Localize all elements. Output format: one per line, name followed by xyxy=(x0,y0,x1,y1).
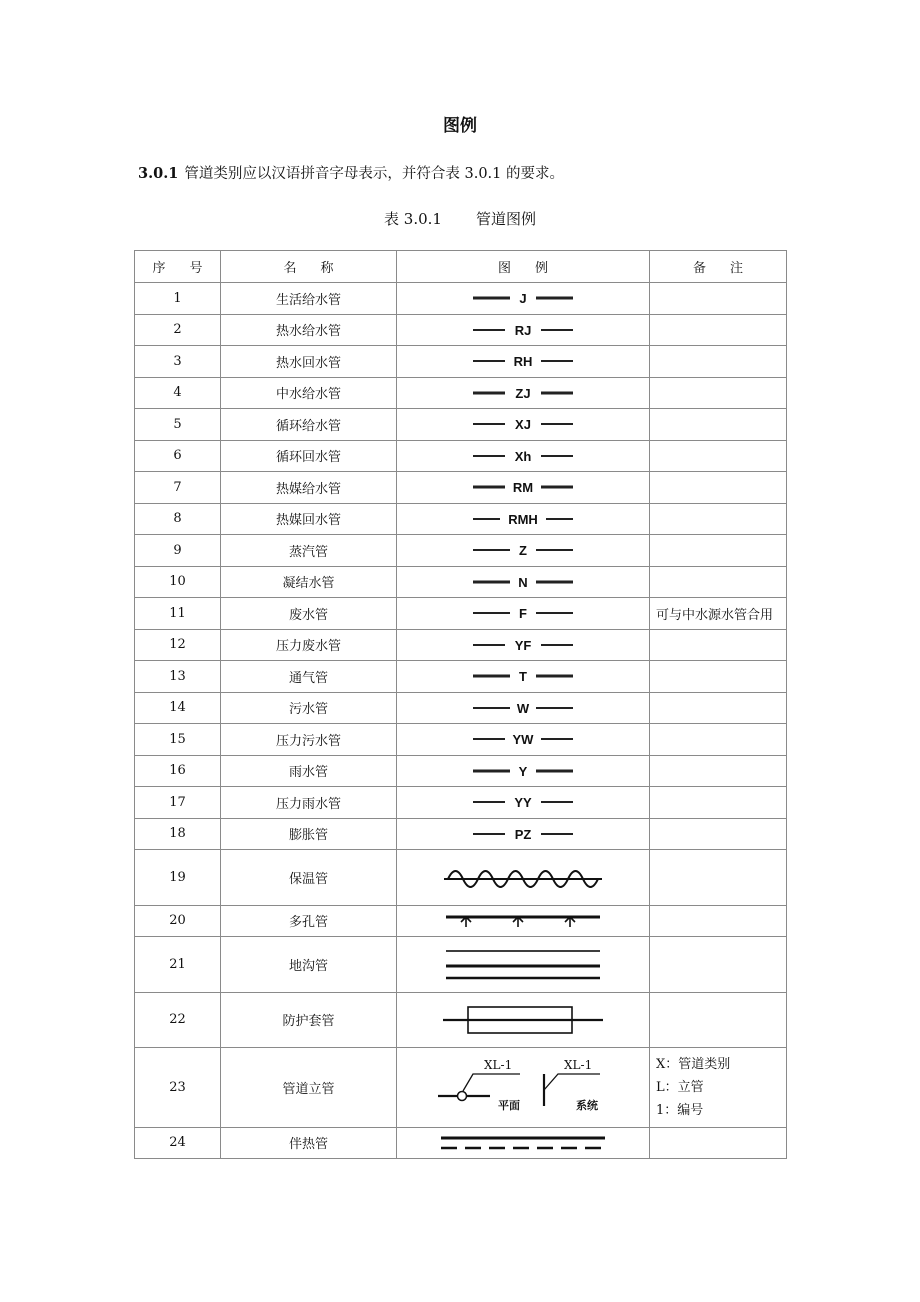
row-symbol xyxy=(397,409,650,441)
row-remark xyxy=(650,755,787,787)
row-name: 膨胀管 xyxy=(221,818,397,850)
row-index: 24 xyxy=(135,1127,221,1159)
table-row xyxy=(135,724,787,756)
table-row xyxy=(135,992,787,1048)
row-remark xyxy=(650,472,787,504)
row-index: 18 xyxy=(135,818,221,850)
row-index: 1 xyxy=(135,283,221,315)
row-symbol xyxy=(397,283,650,315)
pipe-code-symbol xyxy=(453,572,593,592)
row-name: 热媒回水管 xyxy=(221,503,397,535)
table-row xyxy=(135,905,787,937)
row-index: 2 xyxy=(135,314,221,346)
pipe-code-symbol xyxy=(453,509,593,529)
table-row xyxy=(135,661,787,693)
row-remark xyxy=(650,1048,787,1128)
header-name: 名 称 xyxy=(221,251,397,283)
pipe-code-label: W xyxy=(516,700,530,716)
pipe-code-symbol xyxy=(453,824,593,844)
row-index: 5 xyxy=(135,409,221,441)
row-name: 保温管 xyxy=(221,850,397,906)
riser-plan-label: 平面 xyxy=(498,1099,520,1113)
page-title: 图例 xyxy=(443,116,477,136)
row-index: 10 xyxy=(135,566,221,598)
riser-tag-system: XL-1 xyxy=(564,1058,593,1073)
row-remark xyxy=(650,1127,787,1159)
remark-line: 1：编号 xyxy=(656,1102,704,1118)
table-row xyxy=(135,503,787,535)
pipe-code-label: F xyxy=(519,606,527,622)
remark-line: X：管道类别 xyxy=(656,1056,731,1072)
insulated-pipe-icon xyxy=(438,857,608,897)
table-number: 表 3.0.1 xyxy=(384,210,442,228)
pipe-code-symbol xyxy=(453,320,593,340)
pipe-code-label: PZ xyxy=(514,826,532,842)
row-remark xyxy=(650,692,787,724)
row-symbol xyxy=(397,724,650,756)
pipe-code-label: RMH xyxy=(508,511,538,527)
row-remark xyxy=(650,377,787,409)
row-remark xyxy=(650,850,787,906)
table-row xyxy=(135,440,787,472)
table-row xyxy=(135,629,787,661)
pipe-code-symbol xyxy=(453,698,593,718)
pipe-code-label: Xh xyxy=(514,448,532,464)
row-remark xyxy=(650,409,787,441)
row-index: 14 xyxy=(135,692,221,724)
row-symbol xyxy=(397,692,650,724)
header-symbol: 图 例 xyxy=(397,251,650,283)
row-index: 22 xyxy=(135,992,221,1048)
pipe-code-symbol xyxy=(453,603,593,623)
row-symbol xyxy=(397,992,650,1048)
row-index: 23 xyxy=(135,1048,221,1128)
row-name: 热媒给水管 xyxy=(221,472,397,504)
table-row xyxy=(135,472,787,504)
row-remark xyxy=(650,314,787,346)
row-name: 防护套管 xyxy=(221,992,397,1048)
table-row xyxy=(135,755,787,787)
row-remark xyxy=(650,724,787,756)
pipe-code-symbol xyxy=(453,761,593,781)
pipe-code-label: YY xyxy=(514,795,532,811)
row-index: 7 xyxy=(135,472,221,504)
table-row xyxy=(135,409,787,441)
row-symbol xyxy=(397,905,650,937)
row-symbol xyxy=(397,818,650,850)
table-row xyxy=(135,598,787,630)
row-name: 生活给水管 xyxy=(221,283,397,315)
clause-text: 管道类别应以汉语拼音字母表示，并符合表 3.0.1 的要求。 xyxy=(184,166,564,182)
pipe-code-symbol xyxy=(453,635,593,655)
row-name: 污水管 xyxy=(221,692,397,724)
row-index: 19 xyxy=(135,850,221,906)
row-remark xyxy=(650,535,787,567)
pipe-code-label: YF xyxy=(514,637,532,653)
riser-tag-plan: XL-1 xyxy=(484,1058,513,1073)
table-row xyxy=(135,283,787,315)
header-remark: 备 注 xyxy=(650,251,787,283)
row-name: 中水给水管 xyxy=(221,377,397,409)
table-row xyxy=(135,850,787,906)
pipe-code-symbol xyxy=(453,288,593,308)
table-row xyxy=(135,818,787,850)
row-index: 12 xyxy=(135,629,221,661)
row-symbol xyxy=(397,440,650,472)
clause-number: 3.0.1 xyxy=(138,165,179,182)
pipe-code-symbol xyxy=(453,477,593,497)
row-symbol xyxy=(397,937,650,993)
pipe-code-label: Y xyxy=(518,763,528,779)
row-name: 压力污水管 xyxy=(221,724,397,756)
row-symbol xyxy=(397,503,650,535)
row-name: 热水回水管 xyxy=(221,346,397,378)
row-index: 3 xyxy=(135,346,221,378)
pipe-code-symbol xyxy=(453,414,593,434)
table-row xyxy=(135,346,787,378)
row-index: 13 xyxy=(135,661,221,693)
pipe-code-label: T xyxy=(519,669,527,685)
pipe-code-label: J xyxy=(519,291,527,307)
pipe-code-symbol xyxy=(453,446,593,466)
row-index: 16 xyxy=(135,755,221,787)
row-symbol xyxy=(397,1127,650,1159)
pipe-code-label: XJ xyxy=(515,417,531,433)
pipe-code-label: RJ xyxy=(514,322,532,338)
intro-paragraph xyxy=(138,162,564,183)
table-name: 管道图例 xyxy=(475,210,536,228)
table-row xyxy=(135,1127,787,1159)
row-index: 17 xyxy=(135,787,221,819)
row-remark xyxy=(650,346,787,378)
pipe-code-symbol xyxy=(453,351,593,371)
pipe-code-label: N xyxy=(518,574,528,590)
table-row xyxy=(135,787,787,819)
row-name: 地沟管 xyxy=(221,937,397,993)
row-name: 循环回水管 xyxy=(221,440,397,472)
row-remark xyxy=(650,905,787,937)
row-name: 热水给水管 xyxy=(221,314,397,346)
pipe-code-symbol xyxy=(453,383,593,403)
table-row xyxy=(135,566,787,598)
row-name: 多孔管 xyxy=(221,905,397,937)
row-name: 蒸汽管 xyxy=(221,535,397,567)
row-name: 循环给水管 xyxy=(221,409,397,441)
remark-line: L：立管 xyxy=(656,1079,704,1095)
table-row xyxy=(135,377,787,409)
row-remark xyxy=(650,283,787,315)
row-index: 21 xyxy=(135,937,221,993)
row-symbol xyxy=(397,535,650,567)
row-symbol xyxy=(397,1048,650,1128)
pipe-legend-table xyxy=(134,250,787,1159)
row-symbol xyxy=(397,566,650,598)
row-name: 管道立管 xyxy=(221,1048,397,1128)
table-caption xyxy=(0,208,920,229)
row-symbol xyxy=(397,377,650,409)
row-remark xyxy=(650,440,787,472)
row-symbol xyxy=(397,787,650,819)
row-name: 废水管 xyxy=(221,598,397,630)
row-remark xyxy=(650,818,787,850)
row-symbol xyxy=(397,472,650,504)
table-row xyxy=(135,937,787,993)
row-symbol xyxy=(397,346,650,378)
pipe-code-symbol xyxy=(453,540,593,560)
pipe-code-label: RM xyxy=(512,480,534,496)
protective-sleeve-icon xyxy=(433,1000,613,1040)
row-symbol xyxy=(397,755,650,787)
table-row xyxy=(135,535,787,567)
row-remark xyxy=(650,503,787,535)
trench-pipe-icon xyxy=(438,942,608,986)
row-name: 压力废水管 xyxy=(221,629,397,661)
row-name: 伴热管 xyxy=(221,1127,397,1159)
row-remark xyxy=(650,937,787,993)
row-name: 凝结水管 xyxy=(221,566,397,598)
row-index: 8 xyxy=(135,503,221,535)
perforated-pipe-icon xyxy=(438,909,608,933)
row-remark xyxy=(650,629,787,661)
row-index: 4 xyxy=(135,377,221,409)
header-index: 序 号 xyxy=(135,251,221,283)
row-index: 9 xyxy=(135,535,221,567)
pipe-code-symbol xyxy=(453,729,593,749)
pipe-code-label: Z xyxy=(519,543,527,559)
row-symbol xyxy=(397,314,650,346)
row-symbol xyxy=(397,598,650,630)
row-remark xyxy=(650,992,787,1048)
row-name: 通气管 xyxy=(221,661,397,693)
table-row xyxy=(135,692,787,724)
pipe-code-label: RH xyxy=(513,354,533,370)
row-remark xyxy=(650,566,787,598)
pipe-code-symbol xyxy=(453,792,593,812)
row-remark xyxy=(650,661,787,693)
pipe-code-symbol xyxy=(453,666,593,686)
riser-pipe-icon xyxy=(428,1056,618,1118)
heat-tracing-pipe-icon xyxy=(433,1132,613,1154)
row-symbol xyxy=(397,661,650,693)
row-symbol xyxy=(397,850,650,906)
row-name: 雨水管 xyxy=(221,755,397,787)
row-symbol xyxy=(397,629,650,661)
row-remark: 可与中水源水管合用 xyxy=(650,598,787,630)
row-index: 15 xyxy=(135,724,221,756)
riser-system-label: 系统 xyxy=(576,1099,598,1113)
row-remark xyxy=(650,787,787,819)
row-index: 20 xyxy=(135,905,221,937)
table-header-row xyxy=(135,251,787,283)
row-index: 11 xyxy=(135,598,221,630)
table-row xyxy=(135,1048,787,1128)
row-name: 压力雨水管 xyxy=(221,787,397,819)
table-row xyxy=(135,314,787,346)
pipe-code-label: ZJ xyxy=(515,385,531,401)
pipe-code-label: YW xyxy=(512,732,534,748)
row-index: 6 xyxy=(135,440,221,472)
